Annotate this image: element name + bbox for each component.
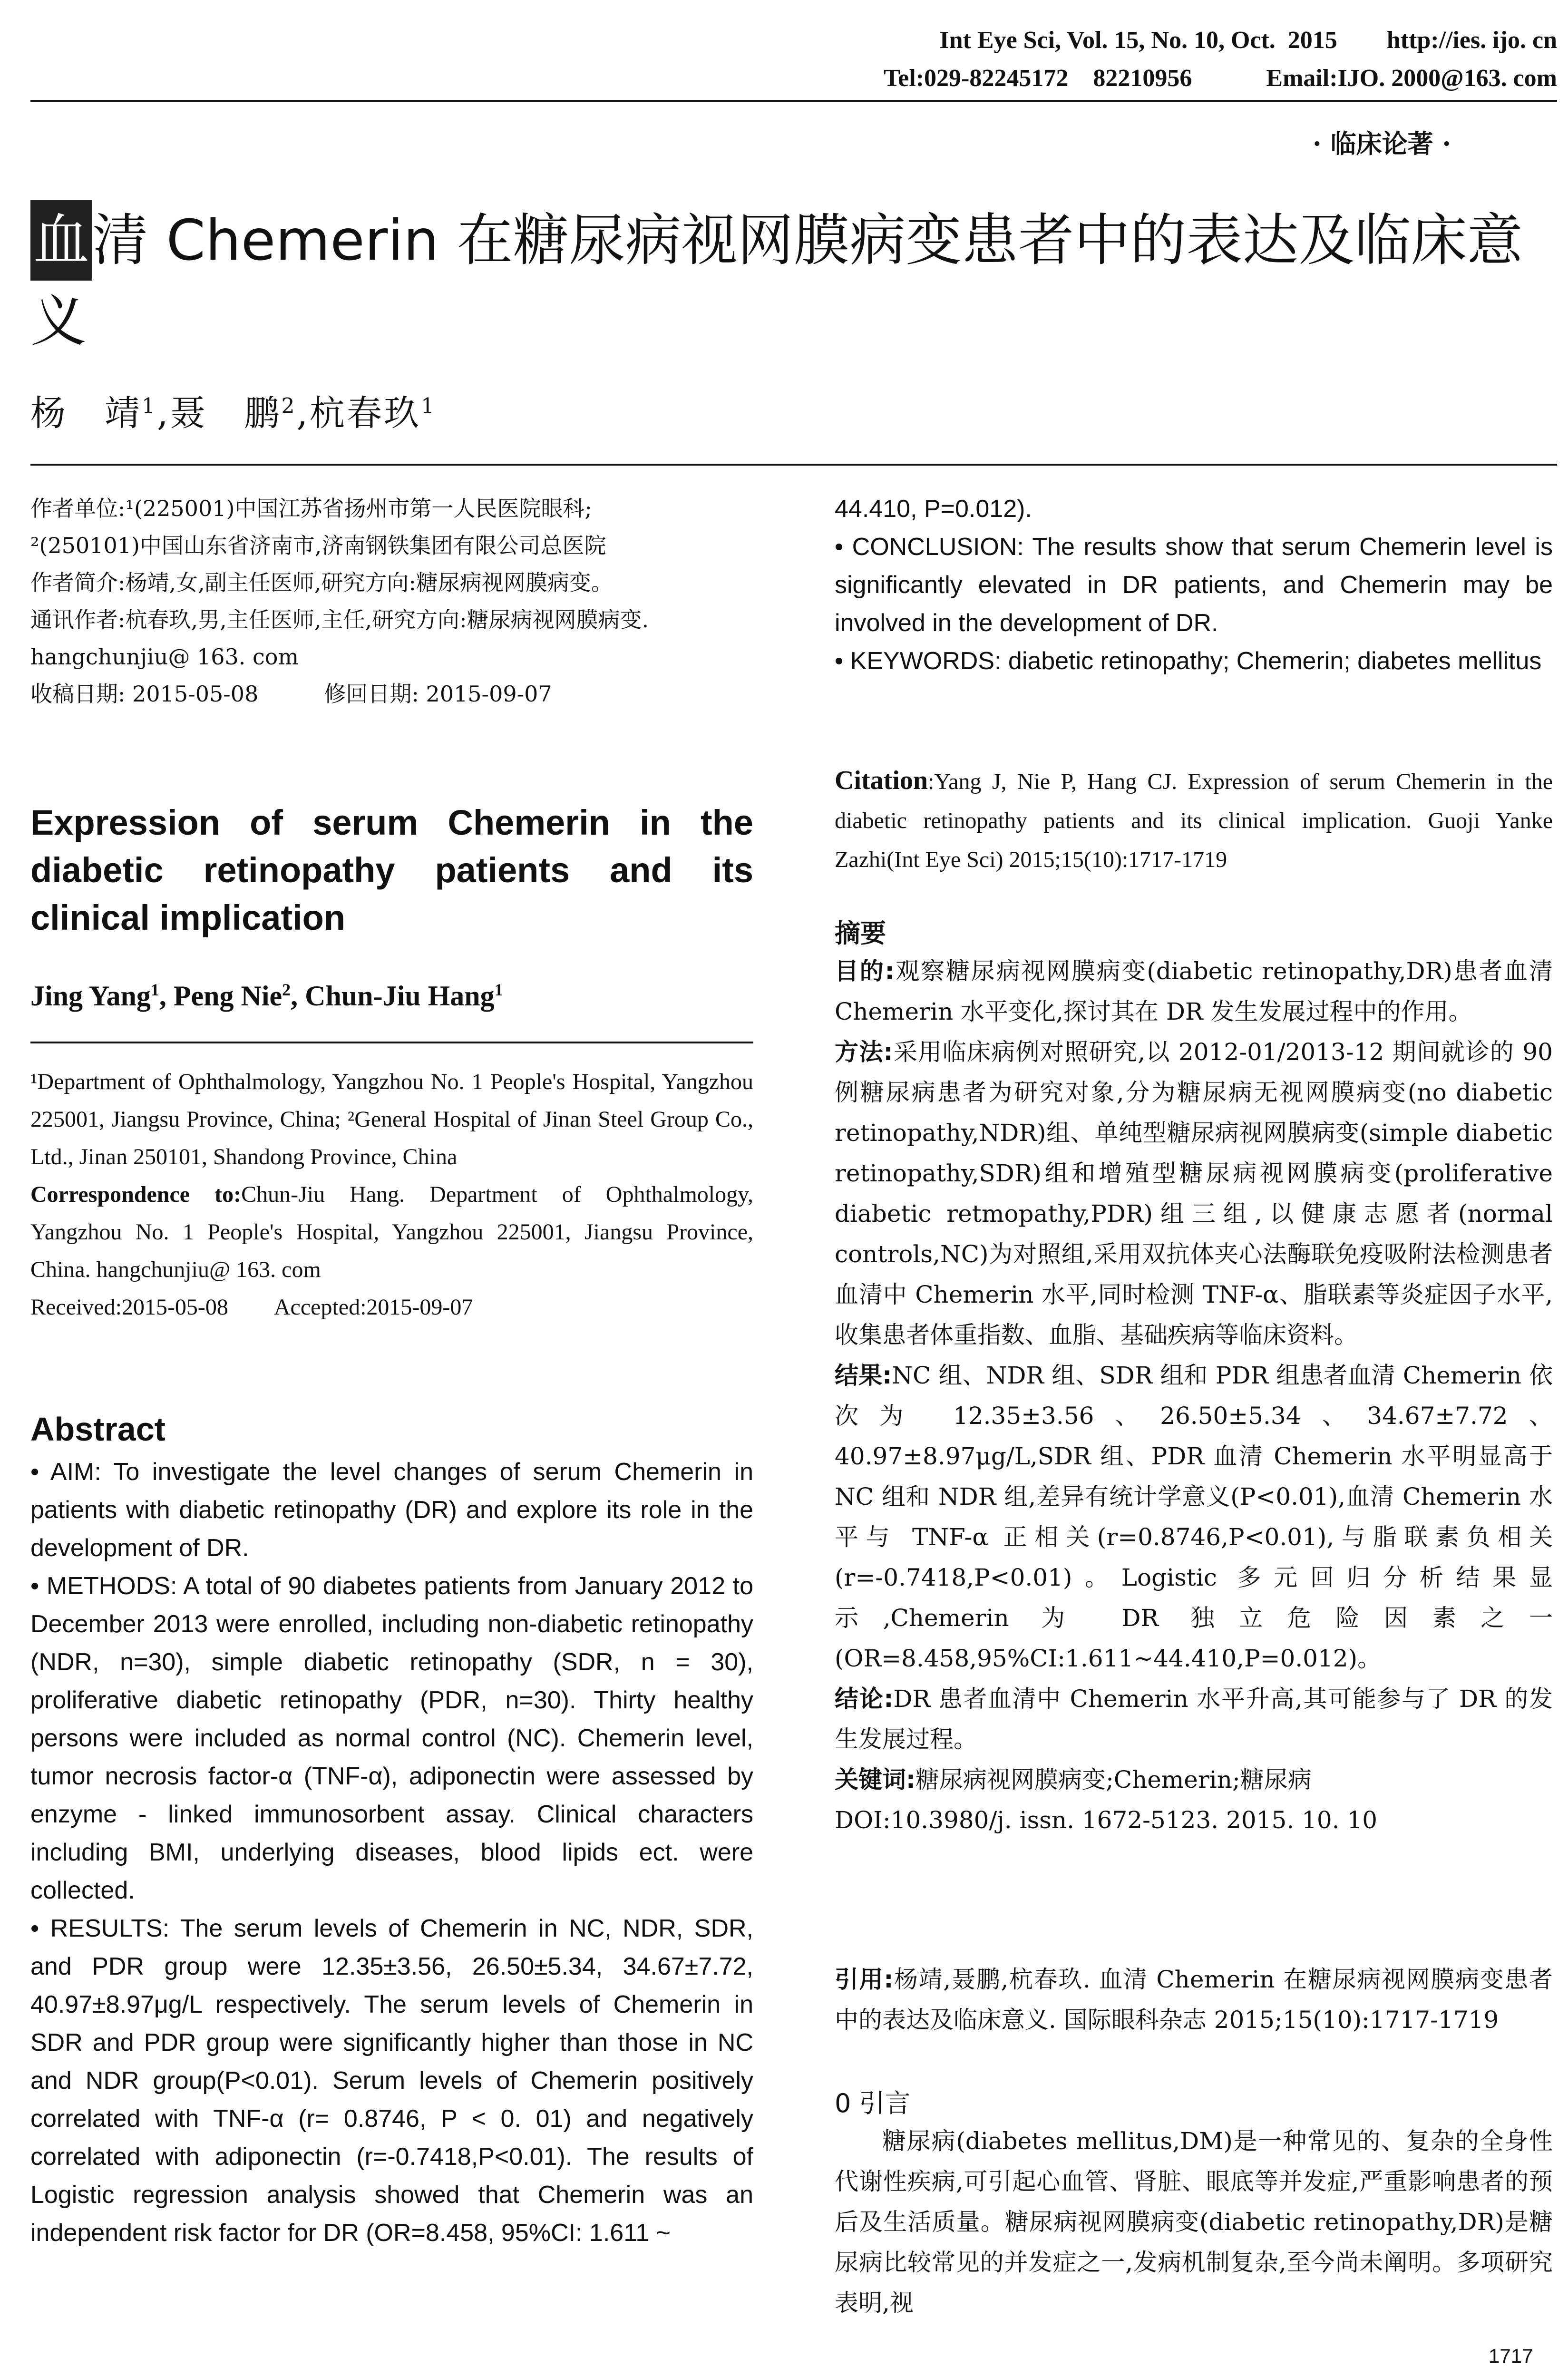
title-rest: 清 Chemerin 在糖尿病视网膜病变患者中的表达及临床意义 (30, 207, 1523, 354)
author-3: ,杭春玖 (296, 393, 421, 434)
doi: DOI:10.3980/j. issn. 1672-5123. 2015. 10. 10 (835, 1806, 1378, 1834)
corresponding-author: 通讯作者:杭春玖,男,主任医师,主任,研究方向:糖尿病视网膜病变. hangchunjiu@ 163. com (30, 607, 649, 670)
author-2-sup: 2 (281, 394, 297, 419)
cn-citation-text: 杨靖,聂鹏,杭春玖. 血清 Chemerin 在糖尿病视网膜病变患者中的表达及临床意义. 国际眼科杂志 2015;15(10):1717-1719 (835, 1966, 1553, 2034)
author-1-sup: 1 (142, 394, 157, 419)
author-3-sup: 1 (421, 394, 437, 419)
page-number: 1717 (1489, 2345, 1533, 2367)
author-unit-1: 作者单位:¹(225001)中国江苏省扬州市第一人民医院眼科; (30, 496, 592, 521)
cn-keywords-label: 关键词: (835, 1766, 915, 1793)
cn-aim-label: 目的: (835, 957, 895, 985)
cn-aim (835, 951, 1553, 1032)
abstract-results: • RESULTS: The serum levels of Chemerin in NC, NDR, SDR, and PDR group were 12.35±3.56, 26.50±5.34, 34.67±7.72, 40.97±8.97μg/L respectively. The serum levels of Chemerin in SDR and PDR group were significantly higher than those in NC and NDR group(P<0.01). Serum levels of Chemerin positively correlated with TNF-α (r= 0.8746, P < 0. 01) and negatively correlated with adiponectin (r=-0.7418,P<0.01). The results of Logistic regression analysis showed that Chemerin was an independent risk factor for DR (OR=8.458, 95%CI: 1.611 ~ (30, 1915, 753, 2247)
cn-citation-label: 引用: (835, 1966, 894, 1993)
abstract-heading: Abstract (30, 1411, 166, 1448)
correspondence-label: Correspondence to: (30, 1182, 242, 1207)
en-author-2-sup: 2 (282, 980, 291, 999)
journal-line-1: Int Eye Sci, Vol. 15, No. 10, Oct. 2015 http://ies. ijo. cn (939, 27, 1557, 54)
title-rule (30, 464, 1557, 466)
abstract-aim: • AIM: To investigate the level changes of serum Chemerin in patients with diabetic retinopathy (DR) and explore its role in the development of DR. (30, 1458, 753, 1562)
cn-conclusion-label: 结论: (835, 1685, 894, 1713)
affiliation-rule (30, 1042, 753, 1043)
correspondence-text: Chun-Jiu Hang. Department of Ophthalmology, Yangzhou No. 1 People's Hospital, Yangzhou 225001, Jiangsu Province, China. hangchunjiu@ 163. com (30, 1182, 754, 1282)
citation-cn (835, 1959, 1553, 2040)
cn-keywords-text: 糖尿病视网膜病变;Chemerin;糖尿病 (915, 1766, 1312, 1793)
section-tag: · 临床论著 · (1313, 128, 1451, 159)
abstract-results-cont: 44.410, P=0.012). (835, 495, 1032, 523)
en-author-3: , Chun-Jiu Hang (291, 980, 495, 1012)
cn-abstract-heading: 摘要 (835, 918, 886, 948)
abstract-body (30, 1453, 753, 2252)
abstract-methods: • METHODS: A total of 90 diabetes patients from January 2012 to December 2013 were enrolled, including non-diabetic retinopathy (NDR, n=30), simple diabetic retinopathy (SDR, n = 30), proliferative diabetic retinopathy (PDR, n=30). Thirty healthy persons were included as normal control (NC). Chemerin level, tumor necrosis factor-α (TNF-α), adiponectin were assessed by enzyme - linked immunosorbent assay. Clinical characters including BMI, underlying diseases, blood lipids ect. were collected. (30, 1572, 753, 1904)
cn-results-text: NC 组、NDR 组、SDR 组和 PDR 组患者血清 Chemerin 依次为 12.35±3.56、26.50±5.34、34.67±7.72、40.97±8.97μg/L,SDR 组、PDR 血清 Chemerin 水平明显高于 NC 组和 NDR 组,差异有统计学意义(P<0.01),血清 Chemerin 水平与 TNF-α 正相关(r=0.8746,P<0.01),与脂联素负相关(r=-0.7418,P<0.01)。Logistic 多元回归分析结果显示,Chemerin 为 DR 独立危险因素之一(OR=8.458,95%CI:1.611~44.410,P=0.012)。 (835, 1362, 1553, 1672)
author-1: 杨 靖 (30, 393, 142, 434)
cn-aim-text: 观察糖尿病视网膜病变(diabetic retinopathy,DR)患者血清 Chemerin 水平变化,探讨其在 DR 发生发展过程中的作用。 (835, 957, 1553, 1025)
affiliation-text: ¹Department of Ophthalmology, Yangzhou No. 1 People's Hospital, Yangzhou 225001, Jiangsu Province, China; ²General Hospital of Jinan Steel Group Co., Ltd., Jinan 250101, Shandong Province, China (30, 1069, 753, 1169)
cn-keywords (835, 1760, 1553, 1800)
author-info (30, 490, 753, 712)
affiliations (30, 1063, 753, 1326)
author-bio: 作者简介:杨靖,女,副主任医师,研究方向:糖尿病视网膜病变。 (30, 570, 613, 595)
journal-line-2: Tel:029-82245172 82210956 Email:IJO. 2000@163. com (884, 65, 1557, 92)
received-dates: 收稿日期: 2015-05-08 修回日期: 2015-09-07 (30, 681, 552, 707)
cn-conclusion-text: DR 患者血清中 Chemerin 水平升高,其可能参与了 DR 的发生发展过程。 (835, 1685, 1553, 1753)
cn-methods (835, 1032, 1553, 1355)
cn-results (835, 1355, 1553, 1679)
en-author-1-sup: 1 (150, 980, 159, 999)
english-authors (30, 980, 753, 1013)
en-dates: Received:2015-05-08 Accepted:2015-09-07 (30, 1295, 473, 1320)
correspondence (30, 1176, 753, 1288)
header-rule (30, 100, 1557, 102)
citation-en (835, 761, 1553, 879)
cn-results-label: 结果: (835, 1362, 892, 1389)
authors-cn (30, 385, 436, 436)
intro-heading: 0 引言 (835, 2088, 911, 2118)
en-author-3-sup: 1 (494, 980, 503, 999)
cn-abstract-body (835, 951, 1553, 1841)
author-2: ,聂 鹏 (157, 393, 282, 434)
citation-label: Citation (835, 766, 928, 795)
en-author-2: , Peng Nie (159, 980, 282, 1012)
abstract-continued (835, 490, 1553, 680)
abstract-conclusion: • CONCLUSION: The results show that serum Chemerin level is significantly elevated in DR patients, and Chemerin may be involved in the development of DR. (835, 533, 1553, 637)
citation-text: :Yang J, Nie P, Hang CJ. Expression of serum Chemerin in the diabetic retinopathy patients and its clinical implication. Guoji Yanke Zazhi(Int Eye Sci) 2015;15(10):1717-1719 (835, 769, 1553, 872)
title-first-char: 血 (30, 200, 92, 281)
cn-conclusion (835, 1679, 1553, 1760)
page-title (30, 200, 1552, 361)
author-unit-2: ²(250101)中国山东省济南市,济南钢铁集团有限公司总医院 (30, 533, 606, 558)
cn-methods-label: 方法: (835, 1038, 893, 1066)
abstract-keywords: • KEYWORDS: diabetic retinopathy; Chemerin; diabetes mellitus (835, 647, 1542, 675)
english-title: Expression of serum Chemerin in the diabetic retinopathy patients and its clinical implication (30, 803, 753, 937)
running-header (30, 19, 1557, 102)
intro-text: 糖尿病(diabetes mellitus,DM)是一种常见的、复杂的全身性代谢性疾病,可引起心血管、肾脏、眼底等并发症,严重影响患者的预后及生活质量。糖尿病视网膜病变(diabetic retinopathy,DR)是糖尿病比较常见的并发症之一,发病机制复杂,至今尚未阐明。多项研究表明,视 (835, 2127, 1553, 2317)
cn-methods-text: 采用临床病例对照研究,以 2012-01/2013-12 期间就诊的 90 例糖尿病患者为研究对象,分为糖尿病无视网膜病变(no diabetic retinopathy,NDR)组、单纯型糖尿病视网膜病变(simple diabetic retinopathy,SDR)组和增殖型糖尿病视网膜病变(proliferative diabetic retmopathy,PDR)组三组,以健康志愿者(normal controls,NC)为对照组,采用双抗体夹心法酶联免疫吸附法检测患者血清中 Chemerin 水平,同时检测 TNF-α、脂联素等炎症因子水平,收集患者体重指数、血脂、基础疾病等临床资料。 (835, 1038, 1553, 1349)
en-author-1: Jing Yang (30, 980, 151, 1012)
